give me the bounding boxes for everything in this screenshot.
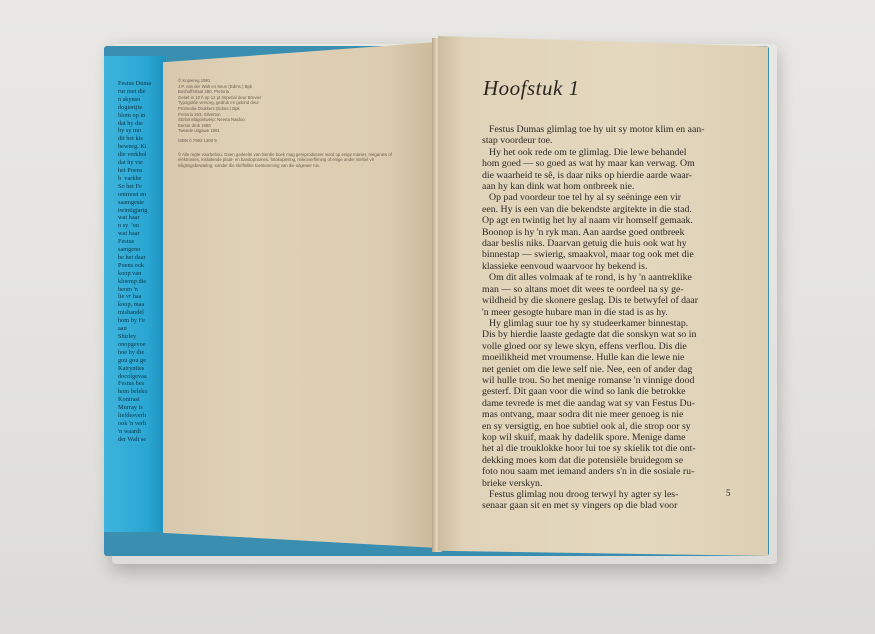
text-line: Op agt en twintig het hy al naam vir homself gemaak. bbox=[482, 215, 693, 227]
jacket-flap-line: Shirley bbox=[118, 333, 137, 340]
text-line: klassieke eenvoud waarvoor hy bekend is. bbox=[482, 260, 648, 272]
jacket-flap-line: Festus bes bbox=[118, 380, 145, 388]
text-line: binnestap — swierig, smaakvol, maar tog ook met die bbox=[482, 249, 694, 261]
imprint-line: Stofomslagontwerp: Neena Naidoo bbox=[178, 117, 245, 123]
chapter-body-text bbox=[482, 124, 738, 512]
imprint-line: Boshoffstraat 380, Pretoria bbox=[178, 89, 230, 95]
text-line: die waarheid te sê, is daar niks op hierdie aarde waar- bbox=[482, 169, 693, 181]
jacket-flap-line: liefdesverh bbox=[118, 412, 146, 420]
text-line: gesterf. Dit gaan voor die wind so lank die betrokke bbox=[482, 386, 686, 398]
jacket-flap-line: kloemp die bbox=[118, 277, 147, 285]
text-line: een. Hy is een van die bekendste argitekte in die stad. bbox=[482, 203, 692, 215]
imprint-line: J.P. van der Walt en Seun (Edms.) Bpk bbox=[178, 83, 253, 89]
jacket-flap-line: mishandel bbox=[118, 309, 144, 317]
jacket-flap-line: dit het kis bbox=[118, 135, 143, 143]
jacket-flap-line: dogtertjie bbox=[118, 103, 143, 111]
text-line: kop wil skuif, maak hy dadelik spore. Menige dame bbox=[482, 431, 686, 443]
jacket-flap-line: onopgevoe bbox=[118, 340, 146, 348]
imprint-line: Geset in 10 ñ op 12 pt Imperial deur Brevier bbox=[178, 94, 262, 100]
jacket-flap-line: ontmoet en bbox=[118, 190, 147, 198]
jacket-flap-line: 'n waardi bbox=[118, 427, 141, 435]
dust-jacket-flap bbox=[104, 56, 166, 532]
jacket-flap-line: So het Fe bbox=[118, 182, 142, 190]
text-line: Om dit alles volmaak af te rond, is hy 'n aantreklike bbox=[489, 272, 692, 284]
jacket-flap-line: aan bbox=[118, 325, 127, 333]
jacket-flap-line: beweeg. Ki bbox=[118, 143, 147, 151]
jacket-flap-line: rur met die bbox=[118, 87, 146, 95]
jacket-flap-line: b varkhe bbox=[118, 174, 142, 182]
jacket-flap-line: n sy 'ou bbox=[118, 222, 139, 230]
text-line: dekking moes kom dat die potensiële bruidegom se bbox=[482, 454, 684, 466]
jacket-flap-line: Festus Duma bbox=[118, 80, 152, 87]
text-line: Festus glimlag nou droog terwyl hy agter sy les- bbox=[489, 489, 679, 500]
imprint-line: Tweede uitgawe 1991 bbox=[178, 128, 220, 134]
text-line: brieke verskyn. bbox=[482, 477, 543, 489]
jacket-flap-line: dat hy die bbox=[118, 119, 143, 127]
text-line: Boonop is hy 'n ryk man. Aan aardse goed ontbreek bbox=[482, 226, 685, 238]
jacket-flap-line: lie vr haa bbox=[118, 293, 142, 301]
jacket-flap-line: blom op in bbox=[118, 111, 146, 119]
text-line: moeilikheid met vroumense. Hulle kan die lewe nie bbox=[482, 352, 685, 364]
imprint-lines bbox=[178, 78, 410, 134]
jacket-flap-line: Kontrast bbox=[118, 396, 140, 404]
jacket-flap-line: hy sy mo bbox=[118, 127, 142, 135]
text-line: stap voordeur toe. bbox=[482, 135, 553, 147]
text-line: aan hy kan dink wat hom ontbreek nie. bbox=[482, 181, 635, 193]
text-line: Op pad voordeur toe tel hy al sy seëninge een vir bbox=[489, 192, 682, 204]
text-line: daar beslis niks. Daarvan getuig die huis ook wat hy bbox=[482, 238, 687, 250]
jacket-flap-line: hom by Fe bbox=[118, 317, 145, 325]
text-line: hom goed — so goed as wat hy maar kan verwag. Om bbox=[482, 158, 695, 170]
jacket-flap-line: docolgevaa bbox=[118, 372, 147, 380]
imprint-line: © Kopiereg 1991 bbox=[178, 78, 211, 83]
text-line: Hy glimlag suur toe hy sy studeerkamer binnestap. bbox=[489, 317, 689, 329]
imprint-line: Eerste druk 1980 bbox=[178, 122, 211, 128]
isbn: ISBN 0 7993 1300 9 bbox=[178, 137, 217, 143]
text-line: dame tevrede is met die aandag wat sy van Festus Du- bbox=[482, 397, 695, 409]
text-line: Hy het ook rede om te glimlag. Die lewe behandel bbox=[489, 146, 687, 158]
jacket-flap-line: beom 'n bbox=[118, 285, 140, 293]
text-line: Dis by hierdie laaste gedagte dat die sonskyn wat so in bbox=[482, 329, 697, 341]
text-line: foto nou saam met iemand anders s'n in die sosiale ru- bbox=[482, 466, 695, 478]
jacket-flap-line: gou gou ge bbox=[118, 356, 146, 364]
jacket-flap-line: het Poens bbox=[118, 166, 143, 174]
jacket-flap-line: twintigjarig bbox=[118, 206, 148, 214]
text-line: senaar gaan sit en met sy vingers op die blad voor bbox=[482, 500, 678, 512]
imprint-block bbox=[178, 78, 410, 172]
jacket-flap-line: koop van bbox=[118, 269, 142, 277]
jacket-flap-line: ook 'n verh bbox=[118, 419, 147, 427]
text-line: Festus Dumas glimlag toe hy uit sy motor klim en aan- bbox=[489, 124, 705, 135]
imprint-line: Pretoria 263, Silverton bbox=[178, 111, 221, 117]
text-line: wil hulle trou. So het menige romanse 'n vinnige dood bbox=[482, 374, 695, 386]
text-line: het al die trouklokke hoor lui toe sy skielik tot die ont- bbox=[482, 443, 696, 455]
imprint-line: Typografie versorg, gedruk en gebind deur bbox=[178, 100, 259, 106]
text-line: net geniet om die lewe self nie. Nee, een of ander dag bbox=[482, 363, 693, 375]
jacket-flap-line: samgeno bbox=[118, 246, 141, 254]
jacket-flap-line: hoe hy die bbox=[118, 348, 145, 356]
text-line: wildheid by die skonere geslag. Dis te betwyfel of daar bbox=[482, 295, 699, 307]
rights-notice: © Alle regte voorbehou. Geen gedeelte van hierdie boek mag gereproduseer word op enige manier, meganies of elektronies, insluitende plaat- en bandopnames, fotokopiëring, mikroverfilming of enige ander stelsel vir inligtingsbewaring, sonder die skriftelike toestemming van die uitgewer nie. bbox=[178, 151, 392, 168]
jacket-flap-line: Festus bbox=[118, 238, 135, 246]
jacket-flap-line: die verkhol bbox=[118, 151, 147, 159]
chapter-title: Hoofstuk 1 bbox=[483, 76, 580, 100]
text-line: en sy versigtig, en hoe subtiel ook al, die strop oor sy bbox=[482, 420, 691, 432]
imprint-line: Promedia Drukkers (Edms.) Bpk bbox=[178, 105, 240, 111]
jacket-flap-line: hom beleko bbox=[118, 388, 148, 396]
jacket-flap-line: dat hy vie bbox=[118, 159, 143, 167]
jacket-flap-line: wat haar bbox=[118, 214, 140, 222]
jacket-flap-line: n skynso bbox=[118, 95, 141, 103]
text-line: 'n meer gesogte hubare man in die stad is as hy. bbox=[482, 306, 668, 318]
text-line: mas ontvang, maar sodra dit nie meer genoeg is nie bbox=[482, 409, 684, 421]
jacket-flap-line: wat haar bbox=[118, 230, 140, 238]
page-number: 5 bbox=[726, 488, 731, 498]
jacket-flap-line: Poens ook bbox=[118, 261, 145, 269]
text-line: volle gloed oor sy lewe skyn, effens verflou. Dis die bbox=[482, 340, 687, 352]
text-line: man — so altans moet dit wees te oordeel na sy ge- bbox=[482, 283, 684, 295]
jacket-flap-line: saamgeste bbox=[118, 198, 144, 206]
jacket-flap-line: der Walt se bbox=[118, 435, 147, 443]
jacket-flap-text bbox=[118, 80, 162, 444]
jacket-flap-line: koop, maa bbox=[118, 301, 145, 309]
jacket-flap-line: be het daar bbox=[118, 253, 146, 261]
jacket-flap-line: Katrynties bbox=[118, 364, 145, 372]
jacket-flap-line: Murray is bbox=[118, 404, 143, 412]
